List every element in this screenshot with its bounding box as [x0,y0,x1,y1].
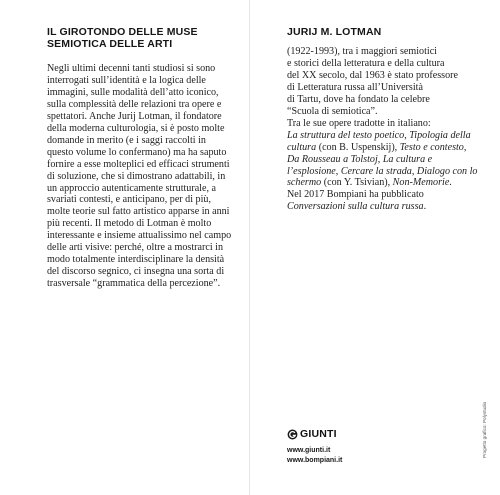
publisher-logo-text: GIUNTI [300,428,337,440]
author-bio [287,46,479,213]
bio-line: e storici della letteratura e della cultura [287,57,445,69]
work-title: La cultura e l’esplosione [287,153,433,177]
work-title: Non-Memorie [392,177,450,189]
url-bompiani[interactable]: www.bompiani.it [287,457,343,464]
work-title: Testo e contesto [399,141,464,153]
fold-line [249,0,250,495]
work-title: Da Rousseau a Tolstoj [287,153,378,165]
publication-note: Nel 2017 Bompiani ha pubblicato Conversazioni sulla cultura russa. [287,189,427,213]
url-giunti[interactable]: www.giunti.it [287,447,331,454]
work-title: Dialogo con lo schermo [287,165,478,189]
publication-title: Conversazioni sulla cultura russa [287,201,424,213]
bio-line: del XX secolo, dal 1963 è stato professore [287,69,458,81]
bio-line: di Letteratura russa all’Università [287,81,423,93]
work-note: (con B. Uspenskij), [318,141,398,153]
works-list: Tra le sue opere tradotte in italiano: La struttura del testo poetico, Tipologia della cultura (con B. Uspenskij), Testo e contesto, Da Rousseau a Tolstoj, La cultura e l’esplosione, Cercare la strada, Dialogo con lo schermo (con Y. Tsivian), Non-Memorie. [287,117,478,189]
work-note: (con Y. Tsivian), [323,177,391,189]
right-flap [251,0,500,495]
work-title: La struttura del testo poetico [287,129,405,141]
work-title: Tipologia della cultura [287,129,471,153]
left-flap [0,0,249,495]
works-intro: Tra le sue opere tradotte in italiano: [287,117,431,129]
publisher-logo [287,428,337,440]
giunti-logo-icon [287,429,298,440]
flap-body-text: Negli ultimi decenni tanti studiosi si sono interrogati sull’identità e la logica delle immagini, sulle modalità dell’atto iconico, sulla complessità delle relazioni tra opere e spettatori. Anche Jurij Lotman, il fondatore della moderna culturologia, si è posto molte domande in merito (e i saggi raccolti in questo volume lo confermano) ma ha saputo fornire a esse molteplici ed efficaci strumenti di soluzione, che si dimostrano adattabili, in un approccio autenticamente strutturale, a svariati contesti, e anticipano, per di più, molte teorie sul fatto artistico apparse in anni più recenti. Il metodo di Lotman è molto interessante e insieme attualissimo nel campo delle arti visive: perché, oltre a mostrarci in modo totalmente interdisciplinare la densità del discorso segnico, ci insegna una sorta di trasversale “grammatica della percezione”. [47,63,232,290]
author-name: JURIJ M. LOTMAN [287,26,382,38]
bio-line: (1922-1993), tra i maggiori semiotici [287,46,437,57]
publisher-urls [287,446,342,466]
design-credit: Progetto grafico: Polystudio [482,401,487,458]
bio-line: “Scuola di semiotica”. [287,105,378,117]
series-subtitle: SEMIOTICA DELLE ARTI [47,38,173,50]
bio-line: di Tartu, dove ha fondato la celebre [287,93,430,105]
publication-intro: Nel 2017 Bompiani ha pubblicato [287,189,424,201]
series-title: IL GIROTONDO DELLE MUSE [47,26,198,38]
work-title: Cercare la strada [340,165,412,177]
